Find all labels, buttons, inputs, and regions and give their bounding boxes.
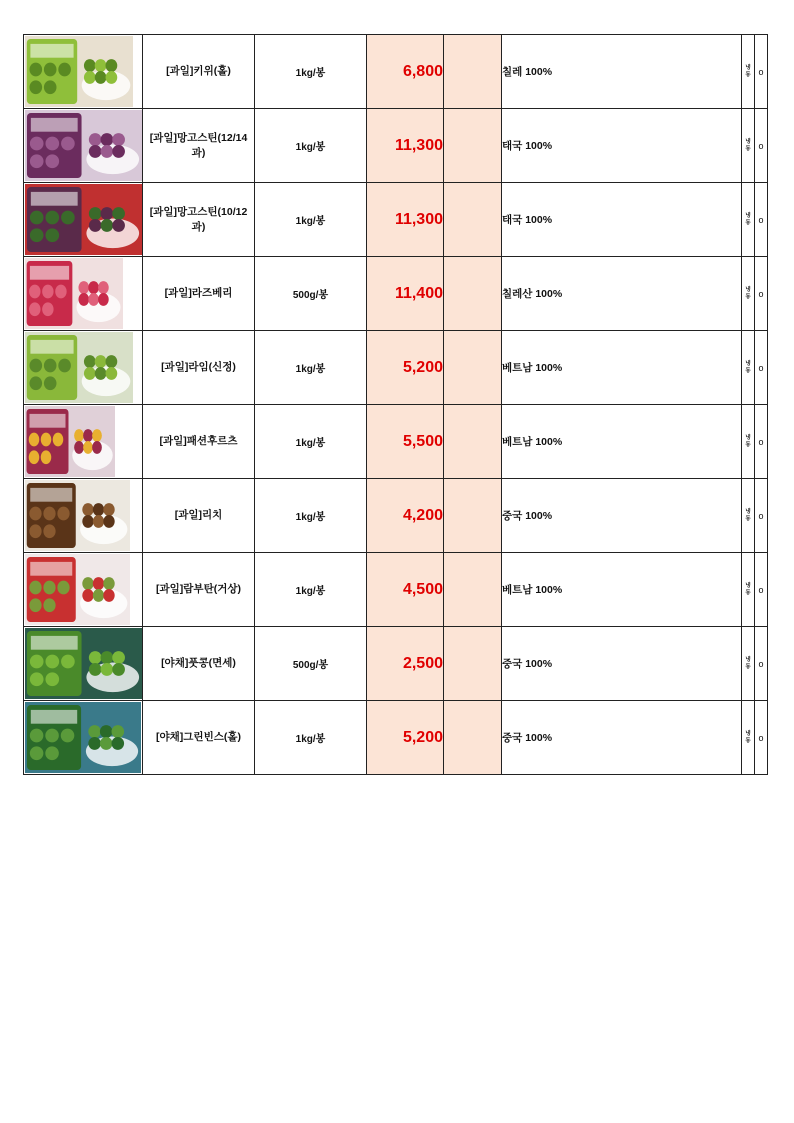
availability-mark: o: [755, 701, 768, 775]
product-name: [과일]망고스틴(12/14과): [143, 109, 255, 183]
country-of-origin: 베트남 100%: [502, 331, 742, 405]
passionfruit-product-photo: [25, 406, 115, 477]
product-name: [과일]라임(신정): [143, 331, 255, 405]
product-name: [과일]패션후르츠: [143, 405, 255, 479]
package-unit: 1kg/봉: [255, 331, 367, 405]
storage-type: [742, 701, 755, 775]
product-name: [과일]망고스틴(10/12과): [143, 183, 255, 257]
storage-type: [742, 331, 755, 405]
table-row: [24, 701, 768, 775]
price: 5,500: [367, 405, 444, 479]
storage-label: 냉 동: [745, 64, 751, 78]
storage-label: 냉 동: [745, 434, 751, 448]
product-price-table: [23, 34, 768, 775]
price: 2,500: [367, 627, 444, 701]
availability-mark: o: [755, 183, 768, 257]
country-of-origin: 베트남 100%: [502, 553, 742, 627]
storage-label: 냉 동: [745, 582, 751, 596]
blank-cell: [444, 405, 502, 479]
country-of-origin: 중국 100%: [502, 627, 742, 701]
blank-cell: [444, 109, 502, 183]
price: 4,200: [367, 479, 444, 553]
package-unit: 1kg/봉: [255, 183, 367, 257]
storage-label: 냉 동: [745, 730, 751, 744]
product-name: [과일]라즈베리: [143, 257, 255, 331]
price: 4,500: [367, 553, 444, 627]
blank-cell: [444, 479, 502, 553]
product-name: [과일]리치: [143, 479, 255, 553]
storage-label: 냉 동: [745, 138, 751, 152]
price: 5,200: [367, 331, 444, 405]
price: 11,300: [367, 109, 444, 183]
storage-type: [742, 183, 755, 257]
product-image-cell: [24, 553, 143, 627]
storage-type: [742, 553, 755, 627]
price: 6,800: [367, 35, 444, 109]
storage-label: 냉 동: [745, 656, 751, 670]
price: 11,300: [367, 183, 444, 257]
availability-mark: o: [755, 331, 768, 405]
price: 5,200: [367, 701, 444, 775]
raspberry-product-photo: [25, 258, 123, 329]
storage-label: 냉 동: [745, 212, 751, 226]
blank-cell: [444, 553, 502, 627]
package-unit: 1kg/봉: [255, 553, 367, 627]
lychee-product-photo: [25, 480, 130, 551]
package-unit: 500g/봉: [255, 627, 367, 701]
table-row: [24, 257, 768, 331]
availability-mark: o: [755, 553, 768, 627]
storage-label: 냉 동: [745, 508, 751, 522]
product-image-cell: [24, 627, 143, 701]
product-name: [야채]그린빈스(홀): [143, 701, 255, 775]
package-unit: 1kg/봉: [255, 35, 367, 109]
storage-label: 냉 동: [745, 286, 751, 300]
blank-cell: [444, 35, 502, 109]
country-of-origin: 칠레 100%: [502, 35, 742, 109]
product-image-cell: [24, 405, 143, 479]
product-image-cell: [24, 701, 143, 775]
green-beans-product-photo: [25, 702, 141, 773]
table-row: [24, 553, 768, 627]
blank-cell: [444, 701, 502, 775]
package-unit: 500g/봉: [255, 257, 367, 331]
country-of-origin: 칠레산 100%: [502, 257, 742, 331]
product-name: [과일]키위(홀): [143, 35, 255, 109]
table-row: [24, 35, 768, 109]
storage-type: [742, 35, 755, 109]
product-name: [야채]풋콩(면세): [143, 627, 255, 701]
blank-cell: [444, 257, 502, 331]
storage-label: 냉 동: [745, 360, 751, 374]
blank-cell: [444, 627, 502, 701]
storage-type: [742, 479, 755, 553]
mangosteen-product-photo: [25, 184, 142, 255]
package-unit: 1kg/봉: [255, 109, 367, 183]
lime-product-photo: [25, 332, 133, 403]
rambutan-product-photo: [25, 554, 130, 625]
package-unit: 1kg/봉: [255, 479, 367, 553]
availability-mark: o: [755, 109, 768, 183]
product-image-cell: [24, 35, 143, 109]
blank-cell: [444, 331, 502, 405]
product-image-cell: [24, 183, 143, 257]
availability-mark: o: [755, 257, 768, 331]
kiwi-product-photo: [25, 36, 133, 107]
table-row: [24, 183, 768, 257]
storage-type: [742, 627, 755, 701]
table-row: [24, 479, 768, 553]
storage-type: [742, 257, 755, 331]
availability-mark: o: [755, 35, 768, 109]
availability-mark: o: [755, 627, 768, 701]
product-image-cell: [24, 257, 143, 331]
availability-mark: o: [755, 405, 768, 479]
country-of-origin: 중국 100%: [502, 479, 742, 553]
table-row: [24, 109, 768, 183]
blank-cell: [444, 183, 502, 257]
table-row: [24, 405, 768, 479]
country-of-origin: 베트남 100%: [502, 405, 742, 479]
country-of-origin: 중국 100%: [502, 701, 742, 775]
availability-mark: o: [755, 479, 768, 553]
country-of-origin: 태국 100%: [502, 183, 742, 257]
product-image-cell: [24, 479, 143, 553]
table-row: [24, 627, 768, 701]
country-of-origin: 태국 100%: [502, 109, 742, 183]
mangosteen-product-photo: [25, 110, 142, 181]
product-image-cell: [24, 109, 143, 183]
storage-type: [742, 405, 755, 479]
product-image-cell: [24, 331, 143, 405]
storage-type: [742, 109, 755, 183]
package-unit: 1kg/봉: [255, 701, 367, 775]
price: 11,400: [367, 257, 444, 331]
product-name: [과일]람부탄(거상): [143, 553, 255, 627]
table-row: [24, 331, 768, 405]
edamame-product-photo: [25, 628, 142, 699]
package-unit: 1kg/봉: [255, 405, 367, 479]
